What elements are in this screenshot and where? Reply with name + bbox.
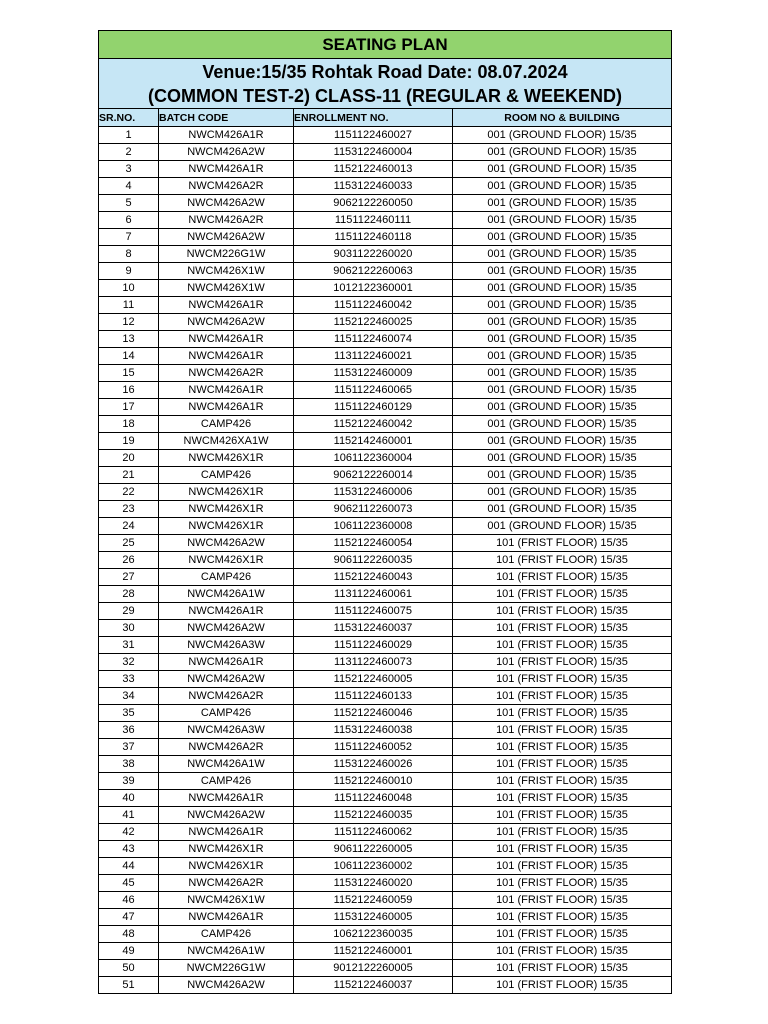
batch-code-cell: NWCM426A1R — [159, 824, 294, 841]
room-cell: 001 (GROUND FLOOR) 15/35 — [453, 416, 672, 433]
sr-no-cell: 13 — [99, 331, 159, 348]
table-row — [99, 518, 672, 535]
enrollment-no-cell: 1152122460025 — [294, 314, 453, 331]
enrollment-no-cell: 1151122460029 — [294, 637, 453, 654]
room-cell: 001 (GROUND FLOOR) 15/35 — [453, 331, 672, 348]
batch-code-cell: NWCM426A1R — [159, 790, 294, 807]
batch-code-cell: NWCM426A1R — [159, 348, 294, 365]
room-cell: 101 (FRIST FLOOR) 15/35 — [453, 739, 672, 756]
sr-no-cell: 39 — [99, 773, 159, 790]
batch-code-cell: NWCM426X1R — [159, 841, 294, 858]
room-cell: 101 (FRIST FLOOR) 15/35 — [453, 620, 672, 637]
room-cell: 101 (FRIST FLOOR) 15/35 — [453, 960, 672, 977]
sr-no-cell: 41 — [99, 807, 159, 824]
col-header-batch-code: BATCH CODE — [159, 109, 294, 127]
enrollment-no-cell: 1152142460001 — [294, 433, 453, 450]
col-header-enrollment-no: ENROLLMENT NO. — [294, 109, 453, 127]
sr-no-cell: 20 — [99, 450, 159, 467]
table-row — [99, 263, 672, 280]
table-row — [99, 722, 672, 739]
sr-no-cell: 36 — [99, 722, 159, 739]
room-cell: 001 (GROUND FLOOR) 15/35 — [453, 144, 672, 161]
enrollment-no-cell: 1151122460129 — [294, 399, 453, 416]
room-cell: 001 (GROUND FLOOR) 15/35 — [453, 314, 672, 331]
room-cell: 001 (GROUND FLOOR) 15/35 — [453, 297, 672, 314]
batch-code-cell: CAMP426 — [159, 773, 294, 790]
sr-no-cell: 18 — [99, 416, 159, 433]
batch-code-cell: NWCM426A1R — [159, 331, 294, 348]
room-cell: 101 (FRIST FLOOR) 15/35 — [453, 756, 672, 773]
room-cell: 001 (GROUND FLOOR) 15/35 — [453, 501, 672, 518]
table-row — [99, 909, 672, 926]
batch-code-cell: NWCM426X1R — [159, 518, 294, 535]
enrollment-no-cell: 1152122460037 — [294, 977, 453, 994]
enrollment-no-cell: 9012122260005 — [294, 960, 453, 977]
table-row — [99, 569, 672, 586]
sr-no-cell: 19 — [99, 433, 159, 450]
room-cell: 101 (FRIST FLOOR) 15/35 — [453, 790, 672, 807]
batch-code-cell: NWCM426A1W — [159, 943, 294, 960]
room-cell: 001 (GROUND FLOOR) 15/35 — [453, 382, 672, 399]
room-cell: 001 (GROUND FLOOR) 15/35 — [453, 161, 672, 178]
enrollment-no-cell: 1012122360001 — [294, 280, 453, 297]
sr-no-cell: 3 — [99, 161, 159, 178]
room-cell: 001 (GROUND FLOOR) 15/35 — [453, 212, 672, 229]
sr-no-cell: 51 — [99, 977, 159, 994]
sr-no-cell: 35 — [99, 705, 159, 722]
batch-code-cell: NWCM426A1W — [159, 586, 294, 603]
enrollment-no-cell: 1152122460010 — [294, 773, 453, 790]
table-row — [99, 433, 672, 450]
enrollment-no-cell: 1152122460035 — [294, 807, 453, 824]
sr-no-cell: 33 — [99, 671, 159, 688]
room-cell: 101 (FRIST FLOOR) 15/35 — [453, 722, 672, 739]
batch-code-cell: NWCM426A1R — [159, 297, 294, 314]
sr-no-cell: 23 — [99, 501, 159, 518]
batch-code-cell: NWCM426A2W — [159, 144, 294, 161]
enrollment-no-cell: 1062122360035 — [294, 926, 453, 943]
sr-no-cell: 29 — [99, 603, 159, 620]
room-cell: 001 (GROUND FLOOR) 15/35 — [453, 518, 672, 535]
batch-code-cell: NWCM426A2W — [159, 229, 294, 246]
room-cell: 101 (FRIST FLOOR) 15/35 — [453, 841, 672, 858]
sr-no-cell: 11 — [99, 297, 159, 314]
sr-no-cell: 9 — [99, 263, 159, 280]
batch-code-cell: NWCM426A2W — [159, 195, 294, 212]
batch-code-cell: NWCM426X1R — [159, 484, 294, 501]
room-cell: 101 (FRIST FLOOR) 15/35 — [453, 773, 672, 790]
enrollment-no-cell: 1153122460004 — [294, 144, 453, 161]
room-cell: 101 (FRIST FLOOR) 15/35 — [453, 705, 672, 722]
seating-plan-table — [98, 30, 672, 994]
batch-code-cell: CAMP426 — [159, 467, 294, 484]
table-row — [99, 535, 672, 552]
room-cell: 001 (GROUND FLOOR) 15/35 — [453, 348, 672, 365]
table-row — [99, 773, 672, 790]
batch-code-cell: NWCM426A2W — [159, 671, 294, 688]
table-row — [99, 450, 672, 467]
sr-no-cell: 46 — [99, 892, 159, 909]
table-row — [99, 365, 672, 382]
batch-code-cell: NWCM426A1R — [159, 654, 294, 671]
batch-code-cell: NWCM426A1R — [159, 382, 294, 399]
room-cell: 101 (FRIST FLOOR) 15/35 — [453, 807, 672, 824]
table-row — [99, 654, 672, 671]
sr-no-cell: 10 — [99, 280, 159, 297]
enrollment-no-cell: 1153122460006 — [294, 484, 453, 501]
sr-no-cell: 43 — [99, 841, 159, 858]
sr-no-cell: 50 — [99, 960, 159, 977]
batch-code-cell: NWCM426XA1W — [159, 433, 294, 450]
room-cell: 101 (FRIST FLOOR) 15/35 — [453, 671, 672, 688]
table-body — [99, 127, 672, 994]
enrollment-no-cell: 1153122460005 — [294, 909, 453, 926]
sr-no-cell: 47 — [99, 909, 159, 926]
batch-code-cell: NWCM426A1R — [159, 399, 294, 416]
table-row — [99, 586, 672, 603]
enrollment-no-cell: 1153122460020 — [294, 875, 453, 892]
batch-code-cell: NWCM426A2W — [159, 620, 294, 637]
enrollment-no-cell: 1061122360002 — [294, 858, 453, 875]
table-row — [99, 297, 672, 314]
room-cell: 001 (GROUND FLOOR) 15/35 — [453, 484, 672, 501]
sr-no-cell: 15 — [99, 365, 159, 382]
enrollment-no-cell: 1152122460059 — [294, 892, 453, 909]
table-row — [99, 331, 672, 348]
room-cell: 101 (FRIST FLOOR) 15/35 — [453, 586, 672, 603]
sr-no-cell: 1 — [99, 127, 159, 144]
enrollment-no-cell: 1152122460013 — [294, 161, 453, 178]
room-cell: 101 (FRIST FLOOR) 15/35 — [453, 943, 672, 960]
table-row — [99, 841, 672, 858]
sr-no-cell: 21 — [99, 467, 159, 484]
room-cell: 001 (GROUND FLOOR) 15/35 — [453, 467, 672, 484]
room-cell: 101 (FRIST FLOOR) 15/35 — [453, 637, 672, 654]
enrollment-no-cell: 1131122460021 — [294, 348, 453, 365]
batch-code-cell: NWCM426X1W — [159, 280, 294, 297]
sr-no-cell: 14 — [99, 348, 159, 365]
batch-code-cell: NWCM426A2W — [159, 807, 294, 824]
batch-code-cell: NWCM426A1R — [159, 909, 294, 926]
room-cell: 101 (FRIST FLOOR) 15/35 — [453, 909, 672, 926]
batch-code-cell: NWCM426A1R — [159, 603, 294, 620]
table-row — [99, 127, 672, 144]
enrollment-no-cell: 1151122460052 — [294, 739, 453, 756]
sr-no-cell: 42 — [99, 824, 159, 841]
enrollment-no-cell: 1151122460074 — [294, 331, 453, 348]
batch-code-cell: NWCM426A2R — [159, 739, 294, 756]
enrollment-no-cell: 9061122260005 — [294, 841, 453, 858]
sr-no-cell: 17 — [99, 399, 159, 416]
enrollment-no-cell: 9062122260014 — [294, 467, 453, 484]
batch-code-cell: NWCM426A2R — [159, 875, 294, 892]
room-cell: 001 (GROUND FLOOR) 15/35 — [453, 263, 672, 280]
sr-no-cell: 28 — [99, 586, 159, 603]
enrollment-no-cell: 1131122460061 — [294, 586, 453, 603]
sr-no-cell: 12 — [99, 314, 159, 331]
sr-no-cell: 16 — [99, 382, 159, 399]
sr-no-cell: 37 — [99, 739, 159, 756]
enrollment-no-cell: 1061122360004 — [294, 450, 453, 467]
enrollment-no-cell: 1151122460062 — [294, 824, 453, 841]
batch-code-cell: NWCM226G1W — [159, 246, 294, 263]
table-row — [99, 501, 672, 518]
enrollment-no-cell: 9062112260073 — [294, 501, 453, 518]
table-row — [99, 178, 672, 195]
sr-no-cell: 25 — [99, 535, 159, 552]
enrollment-no-cell: 9062122260050 — [294, 195, 453, 212]
batch-code-cell: NWCM426A2R — [159, 212, 294, 229]
room-cell: 101 (FRIST FLOOR) 15/35 — [453, 569, 672, 586]
col-header-sr-no: SR.NO. — [99, 109, 159, 127]
batch-code-cell: NWCM426A2W — [159, 314, 294, 331]
room-cell: 001 (GROUND FLOOR) 15/35 — [453, 399, 672, 416]
table-row — [99, 637, 672, 654]
enrollment-no-cell: 1151122460027 — [294, 127, 453, 144]
room-cell: 001 (GROUND FLOOR) 15/35 — [453, 246, 672, 263]
room-cell: 101 (FRIST FLOOR) 15/35 — [453, 892, 672, 909]
room-cell: 101 (FRIST FLOOR) 15/35 — [453, 552, 672, 569]
enrollment-no-cell: 1061122360008 — [294, 518, 453, 535]
enrollment-no-cell: 1151122460111 — [294, 212, 453, 229]
table-row — [99, 246, 672, 263]
batch-code-cell: NWCM426A1R — [159, 127, 294, 144]
table-row — [99, 892, 672, 909]
room-cell: 101 (FRIST FLOOR) 15/35 — [453, 824, 672, 841]
sr-no-cell: 5 — [99, 195, 159, 212]
sr-no-cell: 34 — [99, 688, 159, 705]
enrollment-no-cell: 1153122460038 — [294, 722, 453, 739]
table-row — [99, 144, 672, 161]
room-cell: 001 (GROUND FLOOR) 15/35 — [453, 178, 672, 195]
batch-code-cell: NWCM426A1R — [159, 161, 294, 178]
table-row — [99, 977, 672, 994]
table-row — [99, 382, 672, 399]
table-row — [99, 603, 672, 620]
table-row — [99, 552, 672, 569]
sr-no-cell: 31 — [99, 637, 159, 654]
room-cell: 001 (GROUND FLOOR) 15/35 — [453, 433, 672, 450]
sr-no-cell: 40 — [99, 790, 159, 807]
sr-no-cell: 45 — [99, 875, 159, 892]
enrollment-no-cell: 1152122460042 — [294, 416, 453, 433]
table-row — [99, 229, 672, 246]
batch-code-cell: NWCM426X1W — [159, 892, 294, 909]
batch-code-cell: CAMP426 — [159, 569, 294, 586]
enrollment-no-cell: 9062122260063 — [294, 263, 453, 280]
room-cell: 101 (FRIST FLOOR) 15/35 — [453, 535, 672, 552]
table-row — [99, 212, 672, 229]
enrollment-no-cell: 1153122460037 — [294, 620, 453, 637]
batch-code-cell: CAMP426 — [159, 926, 294, 943]
enrollment-no-cell: 1151122460118 — [294, 229, 453, 246]
enrollment-no-cell: 1153122460033 — [294, 178, 453, 195]
sr-no-cell: 26 — [99, 552, 159, 569]
venue-date-line: Venue:15/35 Rohtak Road Date: 08.07.2024 — [99, 59, 672, 86]
batch-code-cell: CAMP426 — [159, 705, 294, 722]
sr-no-cell: 32 — [99, 654, 159, 671]
batch-code-cell: NWCM426X1R — [159, 450, 294, 467]
table-row — [99, 875, 672, 892]
room-cell: 101 (FRIST FLOOR) 15/35 — [453, 875, 672, 892]
room-cell: 001 (GROUND FLOOR) 15/35 — [453, 365, 672, 382]
table-row — [99, 161, 672, 178]
enrollment-no-cell: 1152122460054 — [294, 535, 453, 552]
sr-no-cell: 49 — [99, 943, 159, 960]
room-cell: 001 (GROUND FLOOR) 15/35 — [453, 229, 672, 246]
batch-code-cell: NWCM426X1W — [159, 263, 294, 280]
room-cell: 101 (FRIST FLOOR) 15/35 — [453, 926, 672, 943]
enrollment-no-cell: 1151122460042 — [294, 297, 453, 314]
room-cell: 101 (FRIST FLOOR) 15/35 — [453, 654, 672, 671]
column-header-row — [99, 109, 672, 127]
batch-code-cell: NWCM426A2W — [159, 535, 294, 552]
enrollment-no-cell: 1152122460046 — [294, 705, 453, 722]
room-cell: 101 (FRIST FLOOR) 15/35 — [453, 688, 672, 705]
col-header-room: ROOM NO & BUILDING — [453, 109, 672, 127]
sr-no-cell: 38 — [99, 756, 159, 773]
table-row — [99, 314, 672, 331]
batch-code-cell: NWCM426X1R — [159, 858, 294, 875]
table-row — [99, 195, 672, 212]
enrollment-no-cell: 9031122260020 — [294, 246, 453, 263]
batch-code-cell: NWCM426A3W — [159, 722, 294, 739]
sr-no-cell: 7 — [99, 229, 159, 246]
enrollment-no-cell: 1151122460048 — [294, 790, 453, 807]
table-row — [99, 790, 672, 807]
sheet-title: SEATING PLAN — [99, 31, 672, 59]
test-class-line: (COMMON TEST-2) CLASS-11 (REGULAR & WEEKEND) — [99, 85, 672, 109]
enrollment-no-cell: 1152122460001 — [294, 943, 453, 960]
table-row — [99, 348, 672, 365]
batch-code-cell: NWCM426X1R — [159, 501, 294, 518]
room-cell: 101 (FRIST FLOOR) 15/35 — [453, 603, 672, 620]
table-row — [99, 705, 672, 722]
table-row — [99, 943, 672, 960]
room-cell: 001 (GROUND FLOOR) 15/35 — [453, 127, 672, 144]
table-row — [99, 739, 672, 756]
table-row — [99, 467, 672, 484]
sr-no-cell: 2 — [99, 144, 159, 161]
sr-no-cell: 4 — [99, 178, 159, 195]
sr-no-cell: 8 — [99, 246, 159, 263]
table-row — [99, 824, 672, 841]
batch-code-cell: NWCM426A2R — [159, 688, 294, 705]
sr-no-cell: 27 — [99, 569, 159, 586]
batch-code-cell: CAMP426 — [159, 416, 294, 433]
sr-no-cell: 6 — [99, 212, 159, 229]
table-row — [99, 688, 672, 705]
table-row — [99, 858, 672, 875]
enrollment-no-cell: 1153122460026 — [294, 756, 453, 773]
sr-no-cell: 24 — [99, 518, 159, 535]
sr-no-cell: 30 — [99, 620, 159, 637]
enrollment-no-cell: 1151122460133 — [294, 688, 453, 705]
room-cell: 001 (GROUND FLOOR) 15/35 — [453, 195, 672, 212]
table-row — [99, 484, 672, 501]
table-row — [99, 416, 672, 433]
batch-code-cell: NWCM426X1R — [159, 552, 294, 569]
sr-no-cell: 44 — [99, 858, 159, 875]
table-row — [99, 756, 672, 773]
batch-code-cell: NWCM426A2W — [159, 977, 294, 994]
batch-code-cell: NWCM226G1W — [159, 960, 294, 977]
enrollment-no-cell: 1151122460065 — [294, 382, 453, 399]
sr-no-cell: 48 — [99, 926, 159, 943]
sr-no-cell: 22 — [99, 484, 159, 501]
room-cell: 101 (FRIST FLOOR) 15/35 — [453, 858, 672, 875]
room-cell: 101 (FRIST FLOOR) 15/35 — [453, 977, 672, 994]
table-row — [99, 620, 672, 637]
room-cell: 001 (GROUND FLOOR) 15/35 — [453, 450, 672, 467]
batch-code-cell: NWCM426A2R — [159, 178, 294, 195]
batch-code-cell: NWCM426A2R — [159, 365, 294, 382]
enrollment-no-cell: 1152122460005 — [294, 671, 453, 688]
enrollment-no-cell: 1153122460009 — [294, 365, 453, 382]
batch-code-cell: NWCM426A3W — [159, 637, 294, 654]
enrollment-no-cell: 1131122460073 — [294, 654, 453, 671]
table-row — [99, 926, 672, 943]
enrollment-no-cell: 9061122260035 — [294, 552, 453, 569]
table-row — [99, 960, 672, 977]
table-row — [99, 671, 672, 688]
enrollment-no-cell: 1152122460043 — [294, 569, 453, 586]
table-row — [99, 807, 672, 824]
table-row — [99, 399, 672, 416]
room-cell: 001 (GROUND FLOOR) 15/35 — [453, 280, 672, 297]
enrollment-no-cell: 1151122460075 — [294, 603, 453, 620]
batch-code-cell: NWCM426A1W — [159, 756, 294, 773]
table-row — [99, 280, 672, 297]
